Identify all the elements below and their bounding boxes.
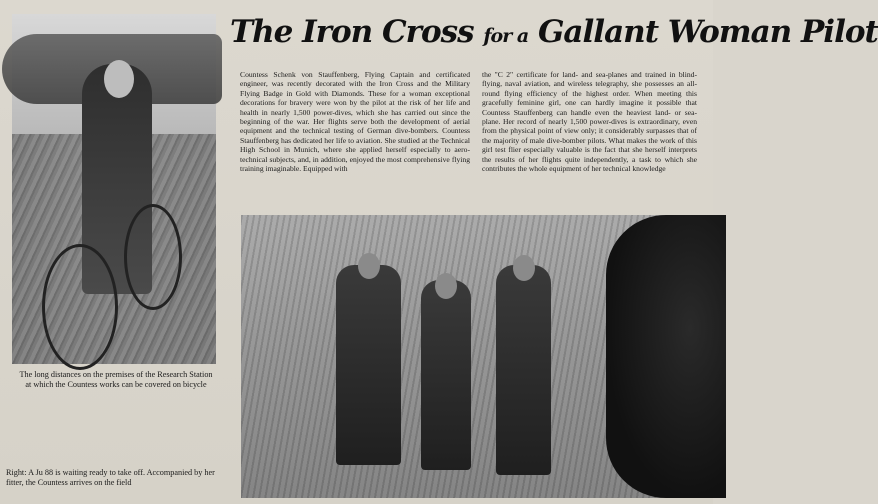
right-photo-caption: Right: A Ju 88 is waiting ready to take off. Accompanied by her fitter, the Countess arrives on the field xyxy=(6,468,215,487)
article-column-2 xyxy=(482,70,697,173)
article-column-1 xyxy=(240,70,470,173)
photo-woman-with-bicycle xyxy=(12,14,216,364)
person-figure xyxy=(336,265,401,465)
article-text: the "C 2" certificate for land- and sea-planes and trained in blind-flying, naval aviation, and wireless telegraphy, she possesses an all-round flying efficiency of the highest order. When meeting this gracefully feminine girl, one can hardly imagine it possible that Countess Stauffenberg can handle even the heaviest land- or sea-plane. Her record of nearly 1,500 power-dives is extraordinary, even from the physical point of view only; it considerably surpasses that of the majority of male dive-bomber pilots. What makes the work of this girl test flier especially valuable is the fact that she herself interprets the results of her flights quite independently, a task to which she contributes the whole equipment of her technical knowledge xyxy=(482,70,697,174)
headline-part-3: Gallant Woman Pilot xyxy=(537,14,878,50)
bicycle-wheel xyxy=(42,244,118,370)
foreground-shadow xyxy=(606,215,726,498)
person-figure xyxy=(421,280,471,470)
headline-part-2: for a xyxy=(483,25,529,47)
article-headline xyxy=(230,14,878,62)
person-figure xyxy=(496,265,551,475)
article-text: Countess Schenk von Stauffenberg, Flying Captain and certificated engineer, was recently decorated with the Iron Cross and the Military Flying Badge in Gold with Diamonds. These for a woman exceptional decorations for bravery were won by the pilot at the risk of her life and health in nearly 1,500 power-dives, which she has carried out since the beginning of the war. Her flights serve both the development of aerial equipment and the technical testing of German dive-bombers. Countess Stauffenberg has dedicated her life to aviation. She studied at the Technical High School in Munich, where she applied herself especially to aero-technical subjects, and, in addition, enjoyed the most comprehensive flying training imaginable. Equipped with xyxy=(240,70,470,174)
photo-three-people-walking xyxy=(241,215,706,498)
left-photo-caption: The long distances on the premises of the Research Station at which the Countess works can be covered on bicycle xyxy=(19,370,213,389)
headline-part-1: The Iron Cross xyxy=(230,14,474,50)
bicycle-wheel xyxy=(124,204,182,310)
